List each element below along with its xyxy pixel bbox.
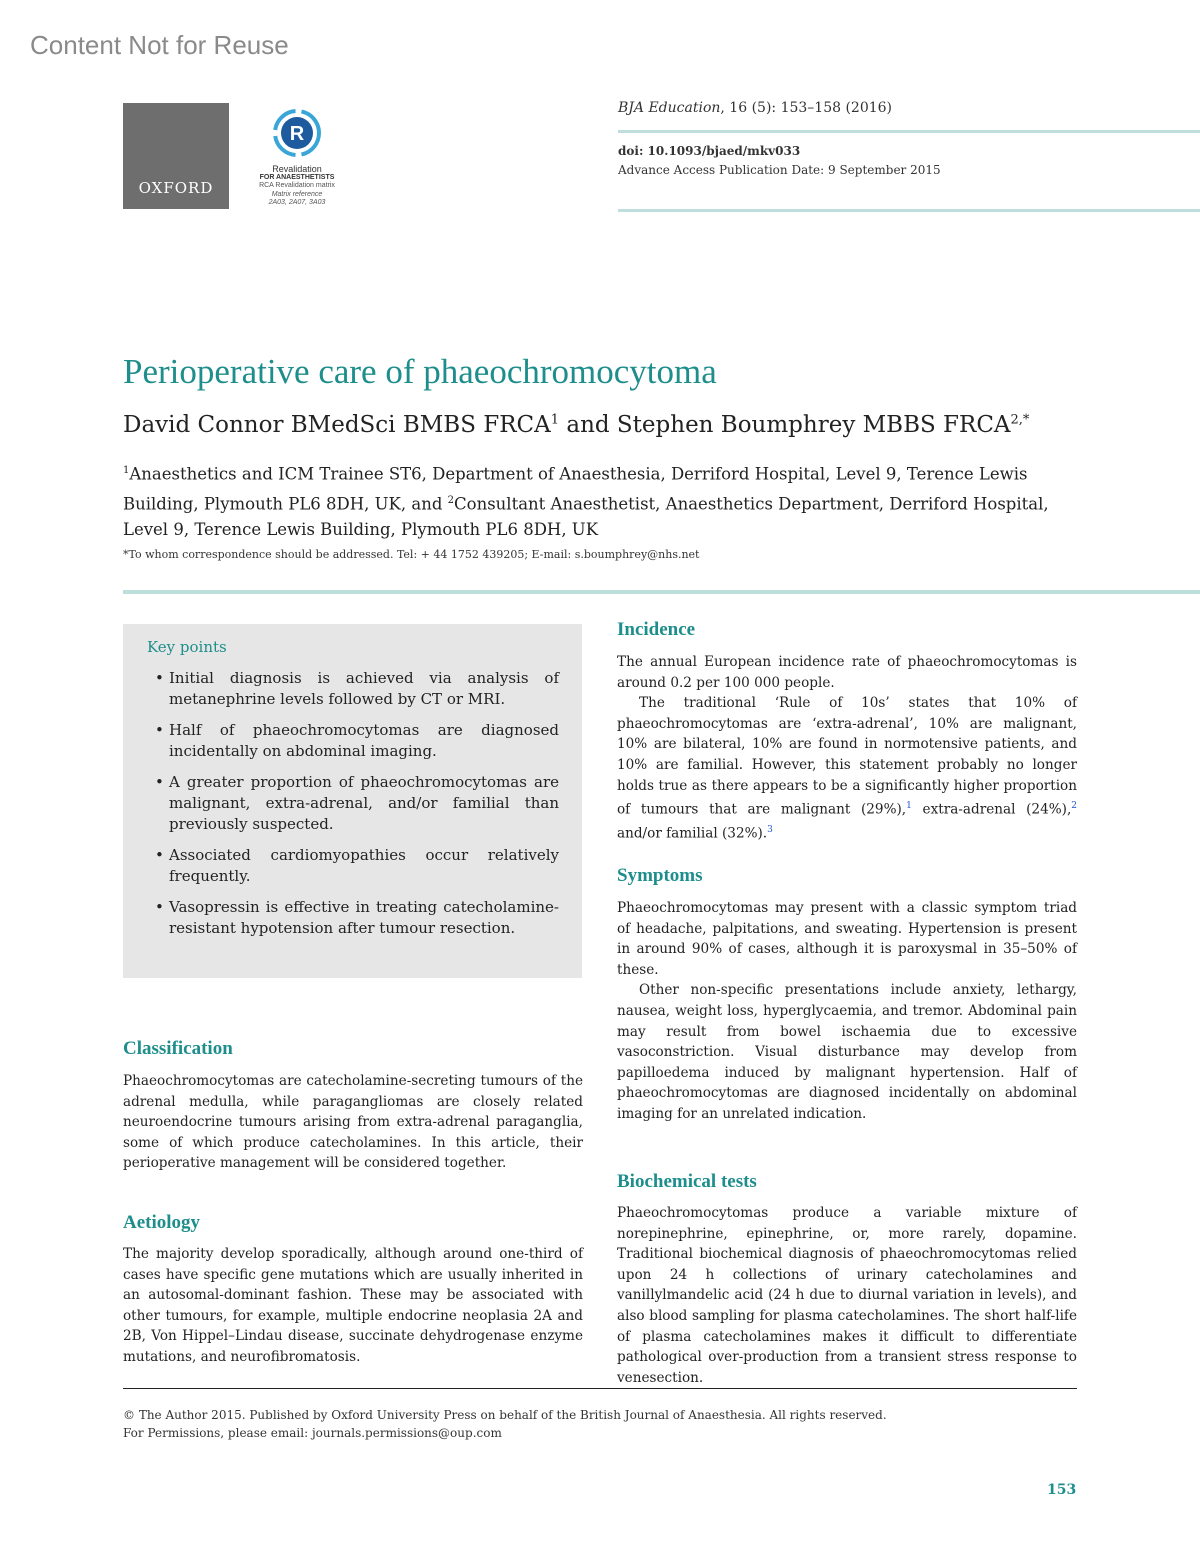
symptoms-p1: Phaeochromocytomas may present with a classic symptom triad of headache, palpitations, and sweating. Hypertension is present in around 90% of cases, although it is paroxysmal in 35–50% of these.	[617, 900, 1077, 978]
footer-rule	[123, 1388, 1077, 1389]
symptoms-text	[617, 898, 1077, 1125]
revalidation-badge	[252, 108, 342, 212]
affil-1: Anaesthetics and ICM Trainee ST6, Department of Anaesthesia, Derriford Hospital, Level 9, Terence Lewis Building, Plymouth PL6 8DH, UK, and	[123, 464, 1028, 513]
key-point-item: • A greater proportion of phaeochromocytomas are malignant, extra-adrenal, and/or familial than previously suspected.	[155, 773, 559, 833]
affil-sup-2: 2	[447, 494, 455, 506]
key-point-item: • Vasopressin is effective in treating catecholamine-resistant hypotension after tumour resection.	[155, 898, 559, 937]
article-title: Perioperative care of phaeochromocytoma	[123, 352, 717, 391]
title-rule	[123, 590, 1200, 594]
section-heading-classification: Classification	[123, 1038, 233, 1059]
key-points-box	[123, 624, 582, 978]
ref-link[interactable]: 2	[1071, 801, 1077, 812]
header-rule-top	[618, 130, 1200, 133]
incidence-p2: The traditional ‘Rule of 10s’ states that 10% of phaeochromocytomas are ‘extra-adrenal’, 10% are malignant, 10% are bilateral, 10% are found in normotensive patients, and 10% are familial. However, this statement probably no longer holds true as there appears to be a significantly higher proportion of tumours that are malignant (29%),$^1$ extra-adrenal (24%),$^2$ and/or familial (32%).$^3$	[617, 695, 1077, 842]
section-heading-incidence: Incidence	[617, 619, 696, 640]
advance-access-date: Advance Access Publication Date: 9 September 2015	[618, 163, 941, 177]
section-heading-aetiology: Aetiology	[123, 1212, 201, 1233]
revalidation-line5: 2A03, 2A07, 3A03	[268, 199, 326, 206]
revalidation-line2: FOR ANAESTHETISTS	[259, 173, 335, 181]
symptoms-p2: Other non-specific presentations include anxiety, lethargy, nausea, weight loss, hyperglycaemia, and tremor. Abdominal pain may result from bowel ischaemia due to excessive vasoconstriction. Visual disturbance may develop from papilloedema induced by malignant hypertension. Half of phaeochromocytomas are diagnosed incidentally on abdominal imaging for an unrelated indication.	[617, 982, 1077, 1122]
journal-name: BJA Education	[618, 100, 721, 116]
ref-link[interactable]: 3	[767, 825, 773, 836]
affiliations	[123, 458, 1083, 543]
ref-link[interactable]: 1	[906, 801, 912, 812]
key-point-item: • Associated cardiomyopathies occur relatively frequently.	[155, 846, 559, 885]
key-point-item: • Half of phaeochromocytomas are diagnosed incidentally on abdominal imaging.	[155, 721, 559, 760]
key-points-heading: Key points	[147, 638, 227, 656]
section-heading-biochemical: Biochemical tests	[617, 1171, 757, 1192]
revalidation-letter: R	[289, 123, 305, 145]
permissions-line: For Permissions, please email: journals.permissions@oup.com	[123, 1426, 502, 1440]
page-number: 153	[1047, 1482, 1077, 1498]
section-heading-symptoms: Symptoms	[617, 865, 703, 886]
journal-citation	[618, 100, 892, 116]
aetiology-text: The majority develop sporadically, although around one-third of cases have specific gene mutations which are usually inherited in an autosomal-dominant fashion. These may be associated with other tumours, for example, multiple endocrine neoplasia 2A and 2B, Von Hippel–Lindau disease, succinate dehydrogenase enzyme mutations, and neurofibromatosis.	[123, 1246, 583, 1365]
affil-sup-1: 1	[123, 465, 130, 476]
watermark-text: Content Not for Reuse	[30, 30, 289, 60]
author-1-sup: 1	[550, 412, 560, 428]
author-line	[123, 412, 1029, 438]
author-1: David Connor BMedSci BMBS FRCA	[123, 412, 551, 438]
oxford-logo	[123, 103, 229, 209]
key-point-item: • Initial diagnosis is achieved via analysis of metanephrine levels followed by CT or MRI.	[155, 669, 559, 708]
journal-issue: , 16 (5): 153–158 (2016)	[720, 100, 893, 116]
incidence-text	[617, 652, 1077, 844]
incidence-p1: The annual European incidence rate of phaeochromocytomas is around 0.2 per 100 000 people.	[617, 654, 1077, 691]
author-2-sup: 2,*	[1010, 412, 1030, 428]
biochemical-text: Phaeochromocytomas produce a variable mixture of norepinephrine, epinephrine, or, more rarely, dopamine. Traditional biochemical diagnosis of phaeochromocytomas relied upon 24 h collections of urinary catecholamines and vanillylmandelic acid (24 h due to diurnal variation in levels), and also blood sampling for plasma catecholamines. The short half-life of plasma catecholamines makes it difficult to differentiate pathological over-production from a transient stress response to venesection.	[617, 1205, 1077, 1386]
oxford-logo-label: OXFORD	[138, 179, 214, 197]
header-rule-bottom	[618, 209, 1200, 212]
correspondence: *To whom correspondence should be addressed. Tel: + 44 1752 439205; E-mail: s.boumphrey@nhs.net	[123, 548, 700, 561]
revalidation-line3: RCA Revalidation matrix	[259, 182, 335, 189]
doi: doi: 10.1093/bjaed/mkv033	[618, 144, 801, 158]
revalidation-r-icon	[267, 108, 327, 158]
affil-2: Consultant Anaesthetist, Anaesthetics Department, Derriford Hospital, Level 9, Terence Lewis Building, Plymouth PL6 8DH, UK	[123, 494, 1049, 539]
author-2: and Stephen Boumphrey MBBS FRCA	[559, 412, 1011, 438]
copyright-line: © The Author 2015. Published by Oxford University Press on behalf of the British Journal of Anaesthesia. All rights reserved.	[123, 1408, 887, 1422]
classification-text: Phaeochromocytomas are catecholamine-secreting tumours of the adrenal medulla, while paragangliomas are closely related neuroendocrine tumours arising from extra-adrenal paraganglia, some of which produce catecholamines. In this article, their perioperative management will be considered together.	[123, 1073, 583, 1172]
revalidation-line1: Revalidation	[272, 164, 322, 174]
key-points-list	[145, 668, 559, 949]
copyright-notice	[123, 1406, 887, 1442]
revalidation-line4: Matrix reference	[271, 190, 323, 198]
